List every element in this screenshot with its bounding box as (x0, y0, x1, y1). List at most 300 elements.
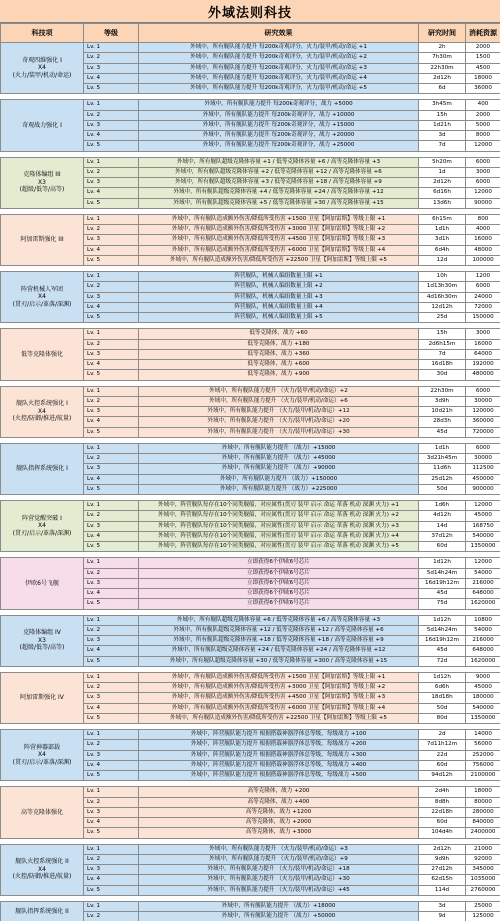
level-cell: Lv. 2 (84, 53, 139, 63)
level-cell: Lv. 1 (84, 901, 139, 911)
effect-cell: 外域中，所有舰队能力提升 （战力）+15000 (139, 443, 419, 453)
table-row (1, 615, 500, 625)
cost-cell: 5000 (466, 120, 500, 130)
effect-cell: 高等克隆体，战力 +400 (139, 797, 419, 807)
time-cell: 16d18h (419, 360, 466, 370)
level-cell: Lv. 3 (84, 349, 139, 359)
effect-cell: 外域中，阵营舰队能力提升 根据搭载神器浮体总等级，每级战力 +400 (139, 760, 419, 770)
level-cell: Lv. 1 (84, 214, 139, 224)
cost-cell: 720000 (466, 427, 500, 437)
effect-cell: 外域中，所有舰队超级克隆体容量 +5 / 低等克隆体容量 +30 / 高等克隆体容量 +15 (139, 198, 419, 208)
effect-cell: 外域中，所有舰队能力提升 每200k奇观评分，火力/装甲/机动/命运 +4 (139, 73, 419, 83)
level-cell: Lv. 1 (84, 615, 139, 625)
level-cell: Lv. 4 (84, 875, 139, 885)
time-cell: 45d (419, 427, 466, 437)
cost-cell: 12000 (466, 141, 500, 151)
effect-cell: 高等克隆体，战力 +1200 (139, 807, 419, 817)
level-cell: Lv. 5 (84, 885, 139, 895)
tech-name-line: X4 (38, 522, 46, 530)
tech-name (1, 157, 84, 208)
cost-cell: 480000 (466, 370, 500, 380)
level-cell: Lv. 2 (84, 912, 139, 921)
time-cell: 1d21h (419, 120, 466, 130)
tech-name-line: (贯刃/启示/革落/深渊) (12, 758, 72, 766)
level-cell: Lv. 3 (84, 464, 139, 474)
time-cell: 45d (419, 589, 466, 599)
cost-cell: 25000 (466, 901, 500, 911)
cost-cell: 252000 (466, 750, 500, 760)
level-cell: Lv. 1 (84, 730, 139, 740)
time-cell: 11d6h (419, 464, 466, 474)
time-cell: 22h30m (419, 63, 466, 73)
cost-cell: 36000 (466, 84, 500, 94)
level-cell: Lv. 4 (84, 245, 139, 255)
effect-cell: 外域中，所有舰队能力提升 每200k奇观评分，火力/装甲/机动/命运 +5 (139, 84, 419, 94)
cost-cell: 400 (466, 100, 500, 110)
time-cell: 72d (419, 656, 466, 666)
level-cell: Lv. 4 (84, 646, 139, 656)
effect-cell: 外域中，所有舰队造成额外伤害/降低所受伤害 +6000 卫星【阿加雷斯】等级上限 +4 (139, 245, 419, 255)
cost-cell: 12000 (466, 188, 500, 198)
tech-name-line: 奇观四维强化 I (22, 56, 62, 64)
effect-cell: 阵营舰队，机械人编组数量上限 +5 (139, 313, 419, 323)
time-cell: 45d (419, 646, 466, 656)
level-cell: Lv. 5 (84, 198, 139, 208)
header-cost: 消耗资源 (466, 24, 500, 43)
cost-cell: 48000 (466, 245, 500, 255)
level-cell: Lv. 2 (84, 568, 139, 578)
level-cell: Lv. 2 (84, 854, 139, 864)
table-row (1, 100, 500, 110)
cost-cell: 168750 (466, 521, 500, 531)
table-row (1, 157, 500, 167)
cost-cell: 6000 (466, 157, 500, 167)
tech-table (0, 23, 500, 921)
cost-cell: 54000 (466, 625, 500, 635)
tech-name-line: (超级/低等/高等) (19, 644, 65, 652)
effect-cell: 外域中，所有舰队能力提升 （战力）+18000 (139, 901, 419, 911)
level-cell: Lv. 5 (84, 599, 139, 609)
effect-cell: 高等克隆体，战力 +3000 (139, 828, 419, 838)
level-cell: Lv. 4 (84, 417, 139, 427)
cost-cell: 16000 (466, 235, 500, 245)
time-cell: 14d (419, 521, 466, 531)
tech-name-line: X3 (38, 178, 46, 186)
cost-cell: 756000 (466, 760, 500, 770)
table-row (1, 787, 500, 797)
effect-cell: 外域中，所有舰队能力提升 每200k奇观评分，火力/装甲/机动/命运 +1 (139, 43, 419, 53)
cost-cell: 648000 (466, 646, 500, 656)
cost-cell: 1200 (466, 272, 500, 282)
effect-cell: 外域中，所有舰队造成额外伤害/降低所受伤害 +1500 卫星【阿加雷斯】等级上限 +1 (139, 214, 419, 224)
cost-cell: 9000 (466, 672, 500, 682)
cost-cell: 150000 (466, 313, 500, 323)
cost-cell: 900000 (466, 484, 500, 494)
tech-name (1, 386, 84, 437)
level-cell: Lv. 2 (84, 511, 139, 521)
cost-cell: 4000 (466, 225, 500, 235)
cost-cell: 12000 (466, 501, 500, 511)
level-cell: Lv. 2 (84, 225, 139, 235)
level-cell: Lv. 3 (84, 865, 139, 875)
level-cell: Lv. 2 (84, 396, 139, 406)
header-effect: 研究效果 (139, 24, 419, 43)
effect-cell: 外域中，阵营舰队每存在10个同类舰船，对应属性(贯刃 装甲 启示 命运 革落 机动 深渊 火力) +5 (139, 542, 419, 552)
time-cell: 1d1h (419, 443, 466, 453)
time-cell: 6d4h (419, 245, 466, 255)
time-cell: 5h20m (419, 157, 466, 167)
tech-name-line: (火控/防御/推进/航量) (12, 873, 72, 881)
effect-cell: 立即获得6个伊欧6号芯片 (139, 589, 419, 599)
tech-name-line: 舰队火控系统强化 II (15, 858, 69, 866)
time-cell: 6d (419, 84, 466, 94)
effect-cell: 外域中，所有舰队造成额外伤害/降低所受伤害 +4500 卫星【阿加雷斯】等级上限 +3 (139, 235, 419, 245)
level-cell: Lv. 1 (84, 787, 139, 797)
effect-cell: 外域中，所有舰队能力提升 （火力/装甲/机动/命运）+30 (139, 427, 419, 437)
time-cell: 6d6h (419, 683, 466, 693)
cost-cell: 540000 (466, 531, 500, 541)
cost-cell: 54000 (466, 568, 500, 578)
level-cell: Lv. 3 (84, 178, 139, 188)
level-cell: Lv. 1 (84, 443, 139, 453)
cost-cell: 8000 (466, 131, 500, 141)
level-cell: Lv. 5 (84, 141, 139, 151)
effect-cell: 外域中，所有舰队能力提升 （火力/装甲/机动/命运）+2 (139, 386, 419, 396)
time-cell: 94d12h (419, 771, 466, 781)
time-cell: 4d12h (419, 511, 466, 521)
level-cell: Lv. 5 (84, 713, 139, 723)
effect-cell: 外域中，阵营舰队每存在10个同类舰船，对应属性(贯刃 装甲 启示 命运 革落 机动 深渊 火力) +3 (139, 521, 419, 531)
time-cell: 8d8h (419, 797, 466, 807)
tech-name-line: X3 (38, 636, 46, 644)
level-cell: Lv. 3 (84, 807, 139, 817)
cost-cell: 2100000 (466, 771, 500, 781)
tech-name-line: 阵营觉醒突破 I (22, 514, 62, 522)
time-cell: 22d18h (419, 807, 466, 817)
tech-name-line: 舰队火控系统强化 I (16, 400, 68, 408)
tech-name-line: 阵营机械人军团 (20, 285, 63, 293)
cost-cell: 10800 (466, 615, 500, 625)
tech-name-line: X4 (38, 865, 46, 873)
cost-cell: 80000 (466, 797, 500, 807)
cost-cell: 18000 (466, 73, 500, 83)
effect-cell: 外域中，所有舰队能力提升 （战力）+225000 (139, 484, 419, 494)
time-cell: 3d (419, 131, 466, 141)
tech-name (1, 901, 84, 921)
effect-cell: 低等克隆体，战力 +600 (139, 360, 419, 370)
level-cell: Lv. 2 (84, 683, 139, 693)
time-cell: 30d (419, 370, 466, 380)
time-cell: 3d9h (419, 396, 466, 406)
effect-cell: 外域中，所有舰队能力提升 每200k奇观评分，火力/装甲/机动/命运 +3 (139, 63, 419, 73)
time-cell: 60d (419, 818, 466, 828)
cost-cell: 1500 (466, 53, 500, 63)
level-cell: Lv. 2 (84, 339, 139, 349)
tech-name-line: (贯刃/启示/革落/深渊) (12, 529, 72, 537)
cost-cell: 3000 (466, 167, 500, 177)
time-cell: 80d (419, 713, 466, 723)
effect-cell: 外域中，所有舰队能力提升 每200k奇观评分，战力 +10000 (139, 110, 419, 120)
level-cell: Lv. 3 (84, 292, 139, 302)
tech-name-line: X4 (38, 293, 46, 301)
tech-name (1, 558, 84, 609)
effect-cell: 外域中，所有舰队超级克隆体容量 +2 / 低等克隆体容量 +12 / 高等克隆体容量 +6 (139, 167, 419, 177)
tech-name-line: 舰队指挥系统强化 I (16, 465, 68, 473)
effect-cell: 外域中，所有舰队能力提升 （战力）+45000 (139, 454, 419, 464)
cost-cell: 180000 (466, 693, 500, 703)
time-cell: 1d12h (419, 558, 466, 568)
header-row (1, 24, 500, 43)
tech-name (1, 214, 84, 265)
tech-name-line: (火力/装甲/机动/命运) (12, 71, 72, 79)
tech-name (1, 672, 84, 723)
table-row (1, 672, 500, 682)
effect-cell: 外域中，所有舰队超级克隆体容量 +4 / 低等克隆体容量 +24 / 高等克隆体容量 +12 (139, 188, 419, 198)
level-cell: Lv. 2 (84, 110, 139, 120)
level-cell: Lv. 3 (84, 521, 139, 531)
tech-name (1, 272, 84, 323)
table-row (1, 329, 500, 339)
time-cell: 75d (419, 599, 466, 609)
effect-cell: 外域中，所有舰队造成额外伤害/降低所受伤害 +3000 卫星【阿加雷斯】等级上限 +2 (139, 683, 419, 693)
level-cell: Lv. 5 (84, 313, 139, 323)
cost-cell: 56000 (466, 740, 500, 750)
time-cell: 13d6h (419, 198, 466, 208)
effect-cell: 外域中，所有舰队能力提升 每200k奇观评分，战力 +25000 (139, 141, 419, 151)
header-level: 等级 (84, 24, 139, 43)
tech-name-line: 阿加雷斯强化 III (20, 236, 64, 244)
time-cell: 16d19h12m (419, 578, 466, 588)
level-cell: Lv. 4 (84, 188, 139, 198)
table-row (1, 844, 500, 854)
effect-cell: 立即获得6个伊欧6号芯片 (139, 568, 419, 578)
cost-cell: 6000 (466, 443, 500, 453)
cost-cell: 2000 (466, 43, 500, 53)
time-cell: 6d16h (419, 188, 466, 198)
effect-cell: 外域中，所有舰队能力提升 （火力/装甲/机动/命运）+9 (139, 854, 419, 864)
cost-cell: 45000 (466, 683, 500, 693)
tech-name (1, 615, 84, 666)
level-cell: Lv. 5 (84, 771, 139, 781)
level-cell: Lv. 5 (84, 370, 139, 380)
table-row (1, 43, 500, 53)
level-cell: Lv. 4 (84, 474, 139, 484)
tech-name (1, 43, 84, 94)
effect-cell: 外域中，所有舰队造成额外伤害/降低所受伤害 +22500 卫星【阿加雷斯】等级上限 +5 (139, 255, 419, 265)
level-cell: Lv. 1 (84, 558, 139, 568)
time-cell: 37d12h (419, 531, 466, 541)
time-cell: 3h45m (419, 100, 466, 110)
tech-name (1, 329, 84, 380)
cost-cell: 450000 (466, 474, 500, 484)
level-cell: Lv. 4 (84, 131, 139, 141)
effect-cell: 立即获得6个伊欧6号芯片 (139, 599, 419, 609)
effect-cell: 外域中，阵营舰队能力提升 根据搭载神器浮体总等级，每级战力 +200 (139, 740, 419, 750)
tech-name (1, 730, 84, 781)
time-cell: 9d9h (419, 854, 466, 864)
tech-name (1, 844, 84, 895)
time-cell: 1d (419, 167, 466, 177)
time-cell: 60d (419, 542, 466, 552)
effect-cell: 外域中，所有舰队能力提升 （火力/装甲/机动/命运）+30 (139, 875, 419, 885)
header-name: 科技项 (1, 24, 84, 43)
level-cell: Lv. 3 (84, 578, 139, 588)
cost-cell: 100000 (466, 255, 500, 265)
time-cell: 22d (419, 750, 466, 760)
level-cell: Lv. 4 (84, 360, 139, 370)
cost-cell: 345000 (466, 865, 500, 875)
effect-cell: 外域中，所有舰队能力提升 （火力/装甲/机动/命运）+6 (139, 396, 419, 406)
tech-name (1, 443, 84, 494)
time-cell: 9d (419, 912, 466, 921)
tech-name (1, 787, 84, 838)
level-cell: Lv. 3 (84, 235, 139, 245)
tech-name (1, 501, 84, 552)
cost-cell: 72000 (466, 302, 500, 312)
effect-cell: 外域中，所有舰队能力提升 （战力）+150000 (139, 474, 419, 484)
time-cell: 27d12h (419, 865, 466, 875)
level-cell: Lv. 1 (84, 43, 139, 53)
effect-cell: 外域中，阵营舰队每存在10个同类舰船，对应属性(贯刃 装甲 启示 命运 革落 机动 深渊 火力) +2 (139, 511, 419, 521)
effect-cell: 外域中，所有舰队造成额外伤害/降低所受伤害 +1500 卫星【阿加雷斯】等级上限 +1 (139, 672, 419, 682)
effect-cell: 外域中，阵营舰队能力提升 根据搭载神器浮体总等级，每级战力 +300 (139, 750, 419, 760)
effect-cell: 外域中，所有舰队能力提升 每200k奇观评分，战力 +15000 (139, 120, 419, 130)
cost-cell: 192000 (466, 360, 500, 370)
tech-name-line: X4 (38, 751, 46, 759)
time-cell: 3d (419, 901, 466, 911)
time-cell: 62d15h (419, 875, 466, 885)
effect-cell: 外域中，所有舰队能力提升 （战力）+90000 (139, 464, 419, 474)
time-cell: 2d6h15m (419, 339, 466, 349)
cost-cell: 120000 (466, 407, 500, 417)
cost-cell: 92000 (466, 854, 500, 864)
effect-cell: 外域中，阵营舰队能力提升 根据搭载神器浮体总等级，每级战力 +100 (139, 730, 419, 740)
tech-name (1, 100, 84, 151)
cost-cell: 360000 (466, 417, 500, 427)
effect-cell: 外域中，所有舰队能力提升 （战力）+50000 (139, 912, 419, 921)
cost-cell: 1620000 (466, 656, 500, 666)
cost-cell: 6000 (466, 178, 500, 188)
table-row (1, 901, 500, 911)
level-cell: Lv. 3 (84, 407, 139, 417)
time-cell: 104d4h (419, 828, 466, 838)
time-cell: 1d12h (419, 672, 466, 682)
cost-cell: 1620000 (466, 599, 500, 609)
cost-cell: 1350000 (466, 713, 500, 723)
tech-name-line: 低等克隆体强化 (20, 350, 63, 358)
level-cell: Lv. 4 (84, 73, 139, 83)
tech-name-line: 奇观战力强化 I (22, 121, 62, 129)
level-cell: Lv. 1 (84, 157, 139, 167)
cost-cell: 21000 (466, 844, 500, 854)
time-cell: 4d16h30m (419, 292, 466, 302)
effect-cell: 外域中，所有舰队能力提升 （火力/装甲/机动/命运）+45 (139, 885, 419, 895)
time-cell: 50d (419, 484, 466, 494)
effect-cell: 外域中，所有舰队超级克隆体容量 +24 / 低等克隆体容量 +24 / 高等克隆体容量 +12 (139, 646, 419, 656)
time-cell: 7d (419, 141, 466, 151)
effect-cell: 外域中，所有舰队能力提升 （火力/装甲/机动/命运）+3 (139, 844, 419, 854)
time-cell: 10d21h (419, 407, 466, 417)
cost-cell: 840000 (466, 818, 500, 828)
time-cell: 5d14h24m (419, 568, 466, 578)
effect-cell: 外域中，所有舰队能力提升 每200k奇观评分，战力 +5000 (139, 100, 419, 110)
title-bar (0, 0, 500, 23)
cost-cell: 540000 (466, 703, 500, 713)
cost-cell: 4500 (466, 63, 500, 73)
time-cell: 15h (419, 110, 466, 120)
time-cell: 3d1h (419, 235, 466, 245)
time-cell: 5d14h24m (419, 625, 466, 635)
time-cell: 2d (419, 730, 466, 740)
level-cell: Lv. 5 (84, 427, 139, 437)
effect-cell: 外域中，阵营舰队每存在10个同类舰船，对应属性(贯刃 装甲 启示 命运 革落 机动 深渊 火力) +1 (139, 501, 419, 511)
cost-cell: 216000 (466, 578, 500, 588)
time-cell: 1d6h (419, 501, 466, 511)
level-cell: Lv. 3 (84, 120, 139, 130)
level-cell: Lv. 5 (84, 656, 139, 666)
level-cell: Lv. 5 (84, 828, 139, 838)
tech-name-line: 舰队指挥系统强化 II (15, 907, 69, 915)
time-cell: 12d (419, 255, 466, 265)
level-cell: Lv. 2 (84, 797, 139, 807)
cost-cell: 14000 (466, 730, 500, 740)
table-row (1, 501, 500, 511)
effect-cell: 外域中，所有舰队超级克隆体容量 +30 / 低等克隆体容量 +300 / 高等克隆体容量 +15 (139, 656, 419, 666)
effect-cell: 阵营舰队，机械人编组数量上限 +4 (139, 302, 419, 312)
cost-cell: 3000 (466, 329, 500, 339)
time-cell: 2d12h (419, 178, 466, 188)
tech-name-line: 阿加雷斯强化 IV (20, 694, 64, 702)
level-cell: Lv. 3 (84, 636, 139, 646)
time-cell: 7h30m (419, 53, 466, 63)
level-cell: Lv. 4 (84, 703, 139, 713)
level-cell: Lv. 4 (84, 531, 139, 541)
effect-cell: 低等克隆体，战力 +360 (139, 349, 419, 359)
time-cell: 7d11h12m (419, 740, 466, 750)
tech-name-line: (火控/防御/推进/航量) (12, 415, 72, 423)
effect-cell: 阵营舰队，机械人编组数量上限 +1 (139, 272, 419, 282)
level-cell: Lv. 1 (84, 272, 139, 282)
cost-cell: 6000 (466, 386, 500, 396)
effect-cell: 外域中，所有舰队超级克隆体容量 +6 / 低等克隆体容量 +6 / 高等克隆体容量 +3 (139, 615, 419, 625)
level-cell: Lv. 1 (84, 386, 139, 396)
table-body (1, 43, 500, 921)
cost-cell: 6000 (466, 282, 500, 292)
effect-cell: 低等克隆体，战力 +900 (139, 370, 419, 380)
time-cell: 114d (419, 885, 466, 895)
time-cell: 22h30m (419, 386, 466, 396)
time-cell: 18d18h (419, 693, 466, 703)
cost-cell: 12000 (466, 558, 500, 568)
effect-cell: 阵营舰队，机械人编组数量上限 +3 (139, 292, 419, 302)
tech-name-line: 高等克隆体强化 (20, 808, 63, 816)
effect-cell: 阵营舰队，机械人编组数量上限 +2 (139, 282, 419, 292)
level-cell: Lv. 4 (84, 302, 139, 312)
effect-cell: 外域中，所有舰队能力提升 （火力/装甲/机动/命运）+12 (139, 407, 419, 417)
effect-cell: 外域中，所有舰队能力提升 每200k奇观评分，火力/装甲/机动/命运 +2 (139, 53, 419, 63)
cost-cell: 125000 (466, 912, 500, 921)
time-cell: 25d12h (419, 474, 466, 484)
effect-cell: 外域中，所有舰队造成额外伤害/降低所受伤害 +4500 卫星【阿加雷斯】等级上限 +3 (139, 693, 419, 703)
effect-cell: 外域中，所有舰队能力提升 每200k奇观评分，战力 +20000 (139, 131, 419, 141)
cost-cell: 18000 (466, 787, 500, 797)
time-cell: 1d1h (419, 225, 466, 235)
effect-cell: 立即获得6个伊欧6号芯片 (139, 558, 419, 568)
effect-cell: 立即获得6个伊欧6号芯片 (139, 578, 419, 588)
tech-name-line: X4 (38, 64, 46, 72)
table-row (1, 558, 500, 568)
cost-cell: 216000 (466, 636, 500, 646)
